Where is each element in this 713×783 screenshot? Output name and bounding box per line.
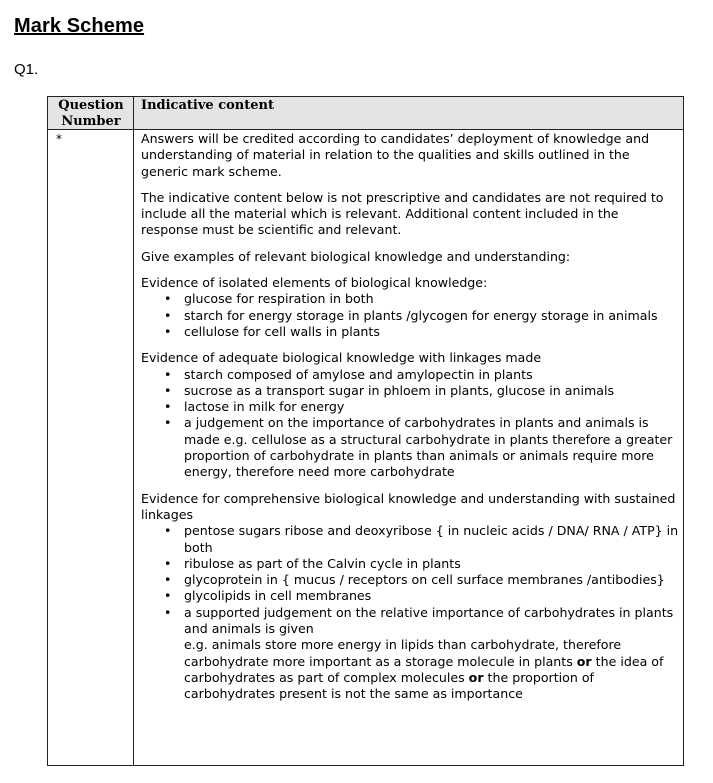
list-item (184, 605, 679, 703)
section-comprehensive-heading: Evidence for comprehensive biological knowledge and understanding with sustained linkages (141, 490, 676, 522)
header-indicative-content: Indicative content (141, 98, 274, 113)
mark-scheme-table (47, 96, 684, 766)
column-divider (133, 97, 134, 765)
list-item: • glycolipids in cell membranes (184, 588, 679, 604)
list-item: • sucrose as a transport sugar in phloem in plants, glucose in animals (184, 383, 679, 399)
list-item: • lactose in milk for energy (184, 399, 679, 415)
section-isolated-list (141, 291, 679, 340)
guidance-paragraph: The indicative content below is not prescriptive and candidates are not required to include all the material which is relevant. Additional content included in the response must be scientific and relevant. (141, 189, 664, 238)
header-question-number: Question Number (58, 98, 124, 129)
list-item: • ribulose as part of the Calvin cycle in plants (184, 556, 679, 572)
example-text: the idea of carbohydrates as part of complex molecules (184, 653, 664, 685)
list-item: • glycoprotein in { mucus / receptors on cell surface membranes /antibodies} (184, 572, 679, 588)
question-label: Q1. (14, 61, 39, 78)
example-text: e.g. animals store more energy in lipids than carbohydrate, therefore carbohydrate more important as a storage molecule in plants (184, 637, 622, 669)
table-header (48, 97, 683, 130)
indicative-content (141, 131, 679, 703)
section-isolated-heading: Evidence of isolated elements of biological knowledge: (141, 275, 488, 291)
question-marker: * (56, 132, 62, 146)
section-adequate-list (141, 367, 679, 481)
intro-paragraph: Answers will be credited according to candidates’ deployment of knowledge and understanding of material in relation to the qualities and skills outlined in the generic mark scheme. (141, 131, 650, 179)
list-item: • a judgement on the importance of carbohydrates in plants and animals is made e.g. cellulose as a structural carbohydrate in plants therefore a greater proportion of carbohydrate in plants than animals or animals require more energy, therefore need more carbohydrate (184, 415, 679, 480)
list-item: • starch composed of amylose and amylopectin in plants (184, 367, 679, 383)
or-keyword: or (468, 669, 484, 685)
example-text: the proportion of carbohydrates present is not the same as importance (184, 669, 594, 702)
or-keyword: or (576, 653, 592, 669)
list-item: • glucose for respiration in both (184, 291, 679, 307)
section-adequate-heading: Evidence of adequate biological knowledge with linkages made (141, 350, 542, 366)
list-item: • starch for energy storage in plants /glycogen for energy storage in animals (184, 308, 679, 324)
judgement-text: a supported judgement on the relative importance of carbohydrates in plants and animals is given (184, 604, 674, 637)
list-item: • cellulose for cell walls in plants (184, 324, 679, 340)
section-comprehensive-list (141, 523, 679, 702)
page-title: Mark Scheme (14, 15, 145, 37)
list-item: • pentose sugars ribose and deoxyribose { in nucleic acids / DNA/ RNA / ATP} in both (184, 523, 679, 556)
examples-intro: Give examples of relevant biological knowledge and understanding: (141, 248, 571, 264)
